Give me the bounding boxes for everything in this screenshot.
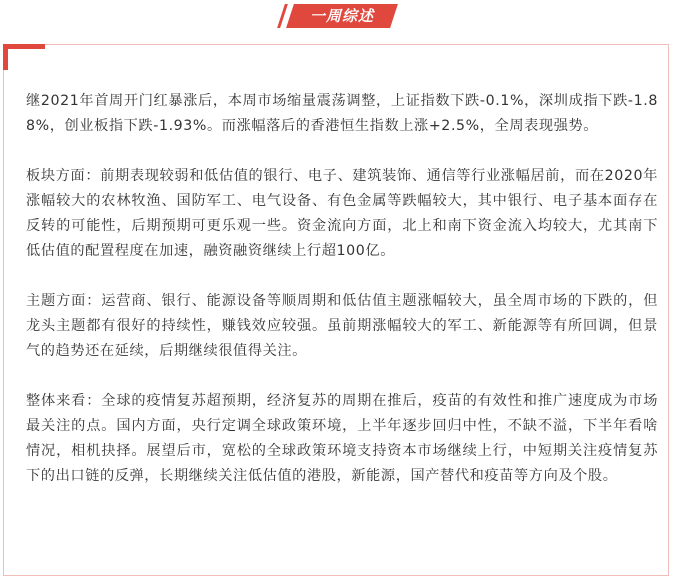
paragraph-outlook: 整体来看：全球的疫情复苏超预期，经济复苏的周期在推后，疫苗的有效性和推广速度成为市场最关注的点。国内方面，央行定调全球政策环境，上半年逐步回归中性，不缺不溢，下半年看啥情况，相机抉择。展望后市，宽松的全球政策环境支持资本市场继续上行，中短期关注疫情复苏下的出口链的反弹，长期继续关注低估值的港股，新能源，国产替代和疫苗等方向及个股。 [26,393,658,484]
paragraph-market-overview: 继2021年首周开门红暴涨后，本周市场缩量震荡调整，上证指数下跌-0.1%，深圳成指下跌-1.88%，创业板指下跌-1.93%。而涨幅落后的香港恒生指数上涨+2.5%，全周表现强势。 [26,93,658,134]
summary-text [26,89,658,514]
corner-accent-vertical [3,44,8,70]
section-header [0,0,676,38]
corner-accent-horizontal [3,44,45,49]
paragraph-sectors: 板块方面：前期表现较弱和低估值的银行、电子、建筑装饰、通信等行业涨幅居前，而在2020年涨幅较大的农林牧渔、国防军工、电气设备、有色金属等跌幅较大，其中银行、电子基本面存在反转的可能性，后期预期可更乐观一些。资金流向方面，北上和南下资金流入均较大，尤其南下低估值的配置程度在加速，融资融资继续上行超100亿。 [26,168,658,259]
summary-content-box [3,44,669,576]
paragraph-themes: 主题方面：运营商、银行、能源设备等顺周期和低估值主题涨幅较大，虽全周市场的下跌的，但龙头主题都有很好的持续性，赚钱效应较强。虽前期涨幅较大的军工、新能源等有所回调，但景气的趋势还在延续，后期继续很值得关注。 [26,293,658,359]
section-title: 一周综述 [309,7,374,25]
